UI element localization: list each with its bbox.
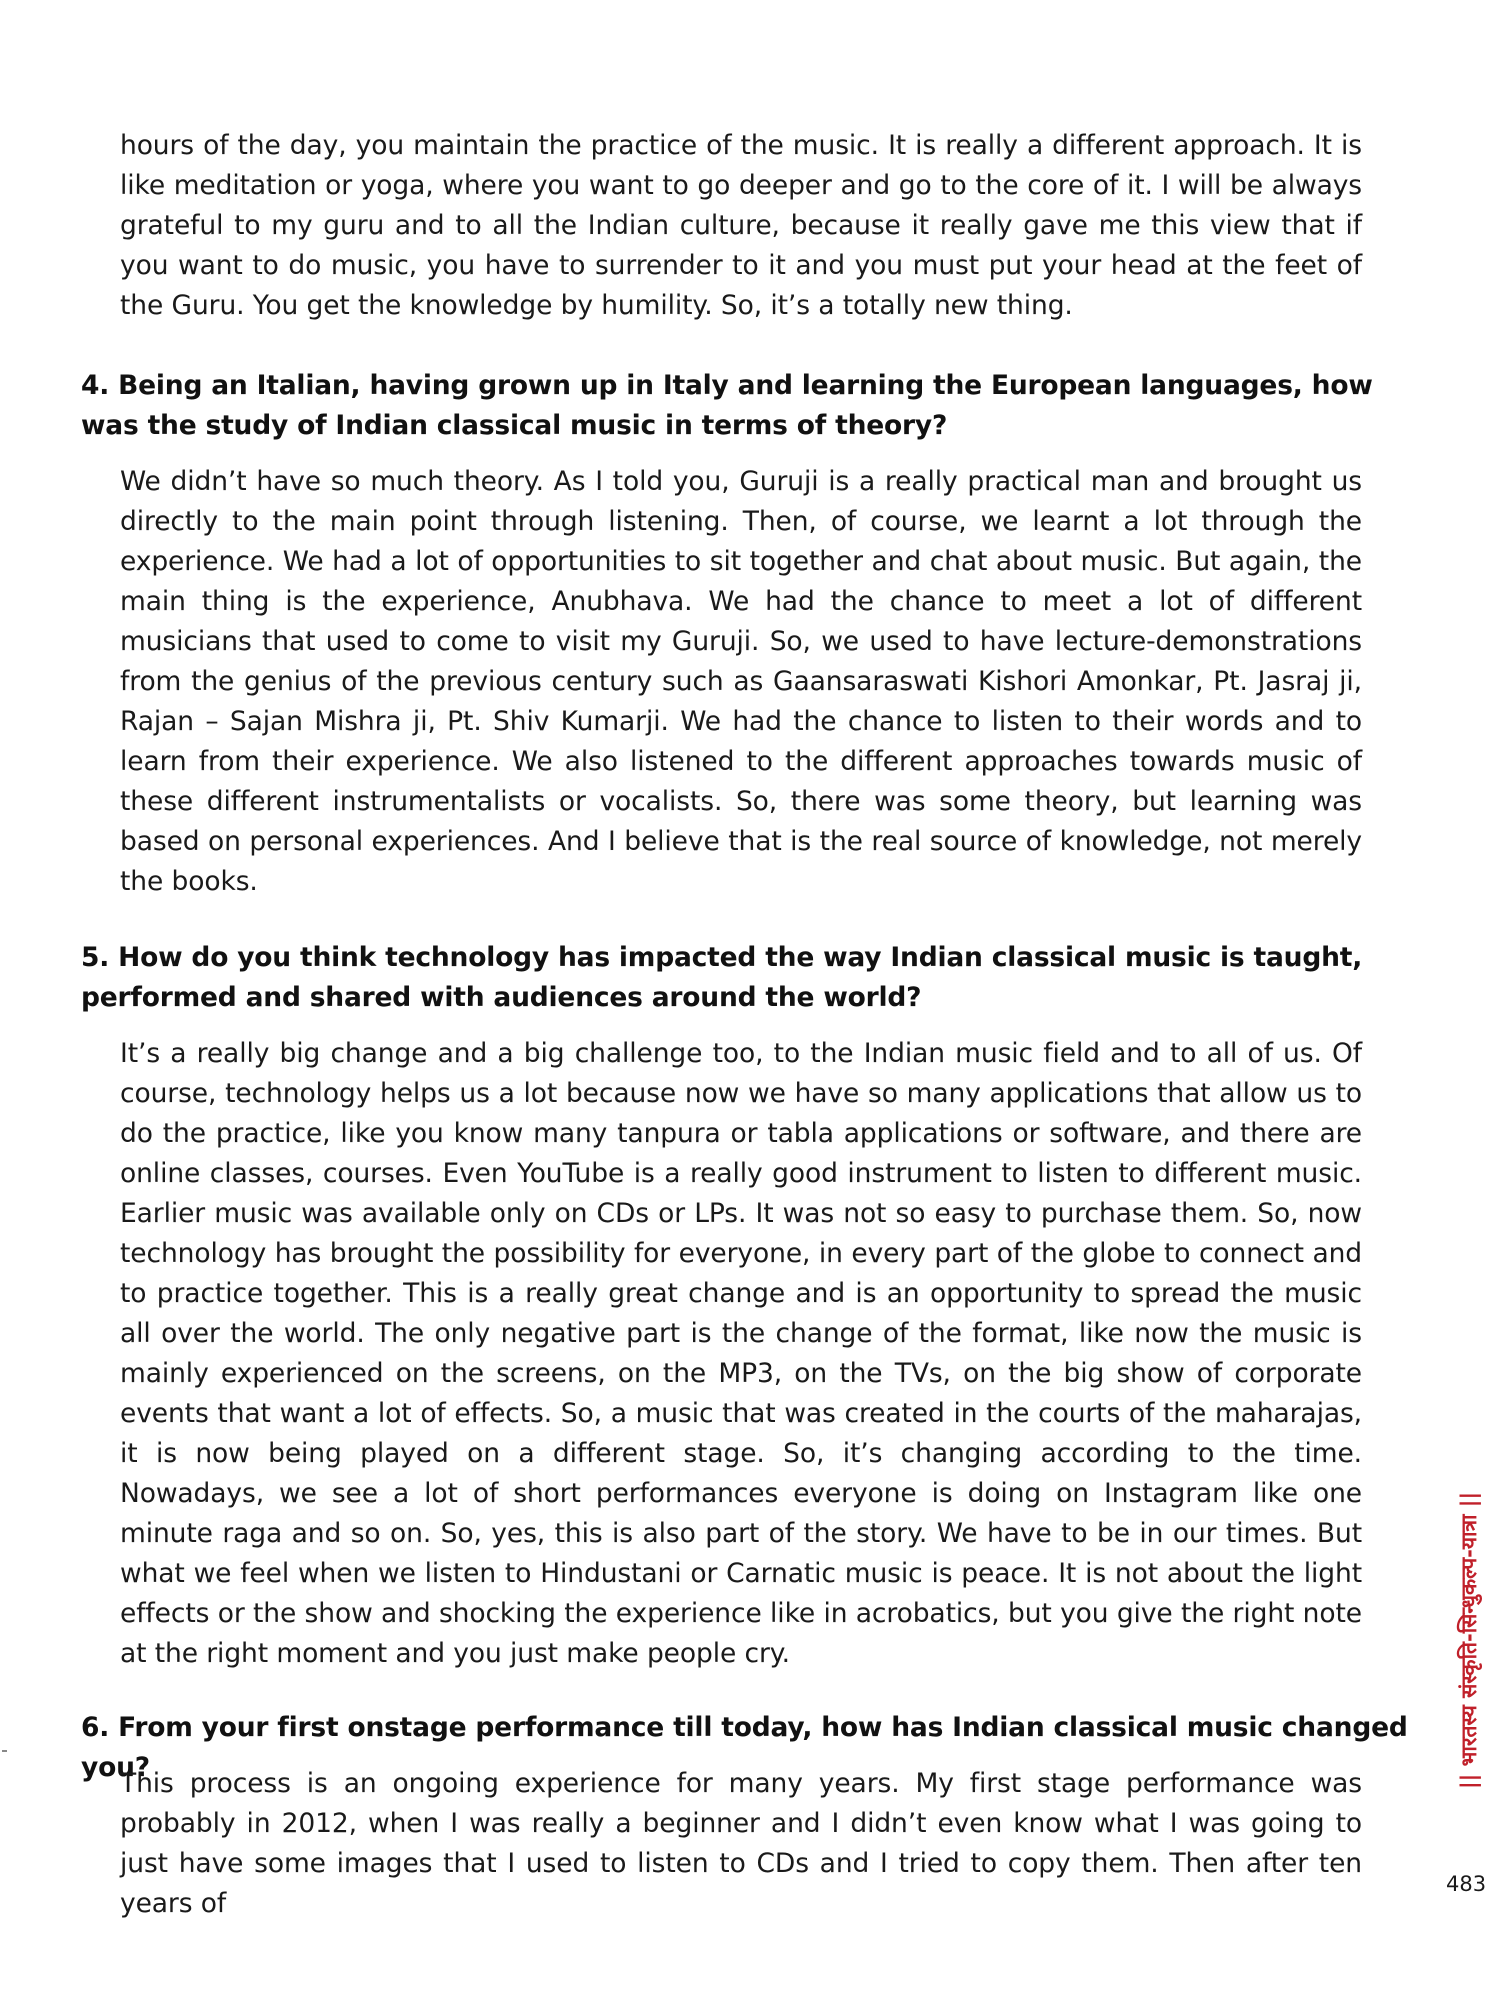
running-side-title: || भारतस्य संस्कृति-सिन्धुकल्प-यात्रा || bbox=[1457, 1491, 1481, 1789]
question-6-heading: 6. From your first onstage performance till today, how has Indian classical music changed you? bbox=[81, 1712, 1408, 1783]
answer-4-paragraph: We didn’t have so much theory. As I told you, Guruji is a really practical man and brought us directly to the main point through listening. Then, of course, we learnt a lot through the experience. We had a lot of opportunities to sit together and chat about music. But again, the main thing is the experience, Anubhava. We had the chance to meet a lot of different musicians that used to come to visit my Guruji. So, we used to have lecture-demonstrations from the genius of the previous century such as Gaansaraswati Kishori Amonkar, Pt. Jasraj ji, Rajan – Sajan Mishra ji, Pt. Shiv Kumarji. We had the chance to listen to their words and to learn from their experience. We also listened to the different approaches towards music of these different instrumentalists or vocalists. So, there was some theory, but learning was based on personal experiences. And I believe that is the real source of knowledge, not merely the books. bbox=[120, 466, 1362, 897]
page-number: 483 bbox=[1446, 1872, 1487, 1896]
paragraph-intro: hours of the day, you maintain the practice of the music. It is really a different approach. It is like meditation or yoga, where you want to go deeper and go to the core of it. I will be always grateful to my guru and to all the Indian culture, because it really gave me this view that if you want to do music, you have to surrender to it and you must put your head at the feet of the Guru. You get the knowledge by humility. So, it’s a totally new thing. bbox=[120, 130, 1362, 321]
question-4-heading: 4. Being an Italian, having grown up in Italy and learning the European languages, how was the study of Indian classical music in terms of theory? bbox=[81, 370, 1373, 441]
answer-5-paragraph: It’s a really big change and a big challenge too, to the Indian music field and to all of us. Of course, technology helps us a lot because now we have so many applications that allow us to do the practice, like you know many tanpura or tabla applications or software, and there are online classes, courses. Even YouTube is a really good instrument to listen to different music. Earlier music was available only on CDs or LPs. It was not so easy to purchase them. So, now technology has brought the possibility for everyone, in every part of the globe to connect and to practice together. This is a really great change and is an opportunity to spread the music all over the world. The only negative part is the change of the format, like now the music is mainly experienced on the screens, on the MP3, on the TVs, on the big show of corporate events that want a lot of effects. So, a music that was created in the courts of the maharajas, it is now being played on a different stage. So, it’s changing according to the time. Nowadays, we see a lot of short performances everyone is doing on Instagram like one minute raga and so on. So, yes, this is also part of the story. We have to be in our times. But what we feel when we listen to Hindustani or Carnatic music is peace. It is not about the light effects or the show and shocking the experience like in acrobatics, but you give the right note at the right moment and you just make people cry. bbox=[120, 1038, 1362, 1669]
scan-edge-mark bbox=[2, 1750, 7, 1752]
question-5-heading: 5. How do you think technology has impacted the way Indian classical music is taught, performed and shared with audiences around the world? bbox=[81, 942, 1363, 1013]
answer-6-paragraph: This process is an ongoing experience for many years. My first stage performance was probably in 2012, when I was really a beginner and I didn’t even know what I was going to just have some images that I used to listen to CDs and I tried to copy them. Then after ten years of bbox=[120, 1768, 1362, 1919]
